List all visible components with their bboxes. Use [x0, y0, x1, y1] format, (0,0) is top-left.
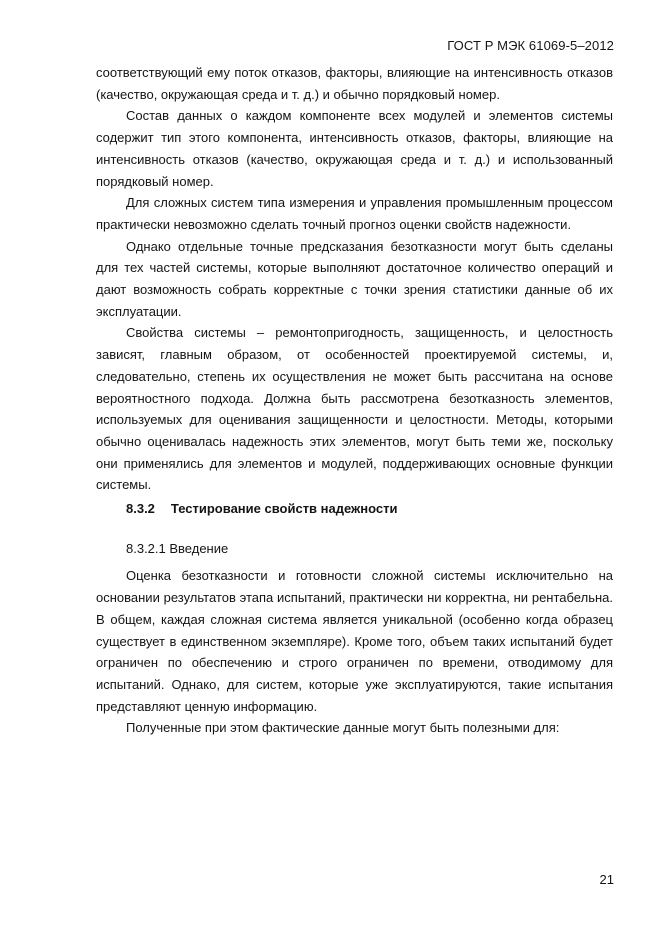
paragraph: Полученные при этом фактические данные могут быть полезными для: [126, 720, 560, 736]
section-heading [96, 498, 613, 520]
paragraph: Однако отдельные точные предсказания безотказности могут быть сделаны для тех частей системы, которые выполняют достаточное количество операций и дают возможность собрать корректные с точки зрения статистики данные об их эксплуатации. [96, 238, 613, 319]
section-title: Тестирование свойств надежности [170, 501, 398, 517]
paragraph: Для сложных систем типа измерения и управления промышленным процессом практически невозможно сделать точный прогноз оценки свойств надежности. [96, 195, 613, 232]
section-number: 8.3.2 [126, 501, 155, 517]
paragraph: Оценка безотказности и готовности сложной системы исключительно на основании результатов этапа испытаний, практически ни корректна, ни рентабельна. В общем, каждая сложная система является уникальной (особенно когда образец существует в единственном экземпляре). Кроме того, объем таких испытаний будет ограничен по обеспечению и строго ограничен по времени, отводимому для испытаний. Однако, для систем, которые уже эксплуатируются, такие испытания представляют ценную информацию. [96, 568, 613, 714]
document-body [96, 62, 613, 739]
subsection-heading: 8.3.2.1 Введение [126, 540, 229, 556]
document-header: ГОСТ Р МЭК 61069-5–2012 [447, 38, 614, 53]
page-number: 21 [599, 872, 614, 887]
paragraph-continuation: соответствующий ему поток отказов, факторы, влияющие на интенсивность отказов (качество, окружающая среда и т. д.) и обычно порядковый номер. [96, 65, 613, 102]
paragraph: Состав данных о каждом компоненте всех модулей и элементов системы содержит тип этого компонента, интенсивность отказов, факторы, влияющие на интенсивность отказов (качество, окружающая среда и т. д.) и использованный порядковый номер. [96, 108, 613, 189]
paragraph: Свойства системы – ремонтопригодность, защищенность, и целостность зависят, главным образом, от особенностей проектируемой системы, и, следовательно, степень их осуществления не может быть рассчитана на основе вероятностного подхода. Должна быть рассмотрена безотказность элементов, используемых для оценивания защищенности и целостности. Методы, которыми обычно оценивалась надежность этих элементов, могут быть теми же, поскольку они применялись для элементов и модулей, поддерживающих основные функции системы. [96, 325, 613, 493]
